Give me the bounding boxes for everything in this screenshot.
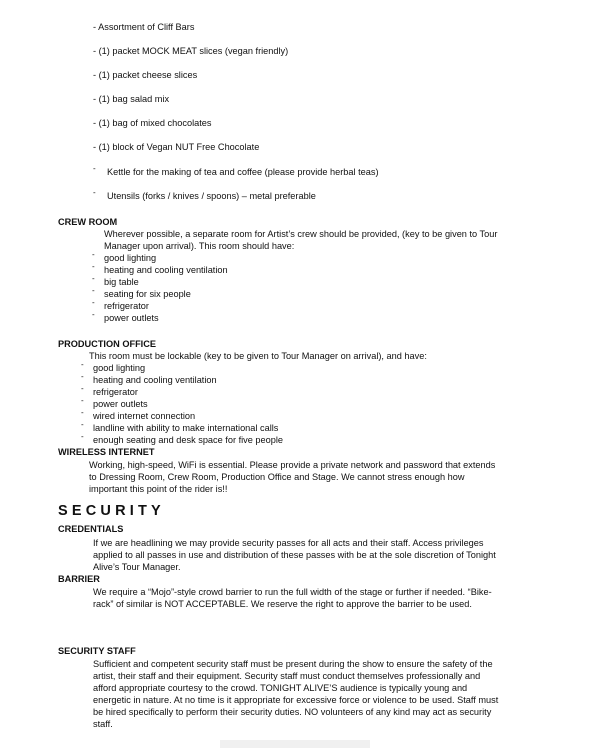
bullet-dash: - xyxy=(81,420,84,429)
food-item: - (1) bag of mixed chocolates xyxy=(93,118,212,128)
food-item: - (1) block of Vegan NUT Free Chocolate xyxy=(93,142,260,152)
bullet-dash: - xyxy=(93,164,96,173)
credentials-line: If we are headlining we may provide security passes for all acts and their staff. Access privileges xyxy=(93,538,484,548)
food-item: - (1) bag salad mix xyxy=(93,94,170,104)
wireless-line: to Dressing Room, Crew Room, Production Office and Stage. We cannot stress enough how xyxy=(89,472,465,482)
list-item: - power outlets xyxy=(81,396,148,409)
list-item: - seating for six people xyxy=(92,286,191,299)
bullet-dash: - xyxy=(92,250,95,259)
bullet-dash: - xyxy=(93,188,96,197)
security-staff-line: Sufficient and competent security staff must be present during the show to ensure the safety of the xyxy=(93,659,493,669)
crew-room-intro-2: Manager upon arrival). This room should have: xyxy=(104,241,295,251)
production-office-heading: PRODUCTION OFFICE xyxy=(58,339,156,349)
security-staff-line: artist, their staff and their equipment. Security staff must conduct themselves professionally and xyxy=(93,671,481,681)
list-item: - landline with ability to make international calls xyxy=(81,420,279,433)
list-item: - refrigerator xyxy=(81,384,138,397)
extra-item-text: Utensils (forks / knives / spoons) – metal preferable xyxy=(107,191,316,201)
security-staff-heading: SECURITY STAFF xyxy=(58,646,136,656)
barrier-line: rack” of similar is NOT ACCEPTABLE. We reserve the right to approve the barrier to be used. xyxy=(93,599,472,609)
bullet-dash: - xyxy=(81,408,84,417)
credentials-heading: CREDENTIALS xyxy=(58,524,124,534)
list-item: - heating and cooling ventilation xyxy=(81,372,217,385)
list-item: - heating and cooling ventilation xyxy=(92,262,228,275)
bullet-dash: - xyxy=(92,298,95,307)
crew-room-intro-1: Wherever possible, a separate room for Artist’s crew should be provided, (key to be given to Tour xyxy=(104,229,498,239)
list-item: - big table xyxy=(92,274,139,287)
bullet-dash: - xyxy=(92,310,95,319)
credentials-line: applied to all passes in use and distribution of these passes with be at the sole discretion of Tonight xyxy=(93,550,496,560)
list-item: - power outlets xyxy=(92,310,159,323)
bullet-dash: - xyxy=(92,262,95,271)
security-staff-line: afford appropriate courtesy to the crowd. TONIGHT ALIVE’S audience is typically young and xyxy=(93,683,468,693)
barrier-heading: BARRIER xyxy=(58,574,100,584)
bullet-dash: - xyxy=(81,432,84,441)
food-item: - Assortment of Cliff Bars xyxy=(93,22,195,32)
wireless-line: Working, high-speed, WiFi is essential. Please provide a private network and password that extends xyxy=(89,460,496,470)
security-title: SECURITY xyxy=(58,503,165,519)
barrier-line: We require a “Mojo”-style crowd barrier to run the full width of the stage or further if needed. “Bike- xyxy=(93,587,492,597)
extra-item-text: Kettle for the making of tea and coffee (please provide herbal teas) xyxy=(107,167,379,177)
production-office-intro: This room must be lockable (key to be given to Tour Manager on arrival), and have: xyxy=(89,351,427,361)
security-staff-line: be hired specifically to perform their security duties. NO volunteers of any kind may act as security xyxy=(93,707,492,717)
crew-room-heading: CREW ROOM xyxy=(58,217,118,227)
food-item: - (1) packet cheese slices xyxy=(93,70,198,80)
bullet-dash: - xyxy=(81,396,84,405)
bullet-dash: - xyxy=(81,384,84,393)
list-item: - good lighting xyxy=(92,250,157,263)
wireless-internet-heading: WIRELESS INTERNET xyxy=(58,447,155,457)
bullet-dash: - xyxy=(92,286,95,295)
security-staff-line: energetic in nature. At no time is it appropriate for excessive force or violence to be used. Staff must xyxy=(93,695,499,705)
list-item: - wired internet connection xyxy=(81,408,196,421)
food-item: - (1) packet MOCK MEAT slices (vegan friendly) xyxy=(93,46,289,56)
list-item: - good lighting xyxy=(81,360,146,373)
bullet-dash: - xyxy=(92,274,95,283)
bullet-dash: - xyxy=(81,372,84,381)
list-item: - refrigerator xyxy=(92,298,149,311)
credentials-line: Alive’s Tour Manager. xyxy=(93,562,181,572)
list-item: - enough seating and desk space for five people xyxy=(81,432,284,445)
wireless-line: important this point of the rider is!! xyxy=(89,484,228,494)
bullet-dash: - xyxy=(81,360,84,369)
security-staff-line: staff. xyxy=(93,719,113,729)
